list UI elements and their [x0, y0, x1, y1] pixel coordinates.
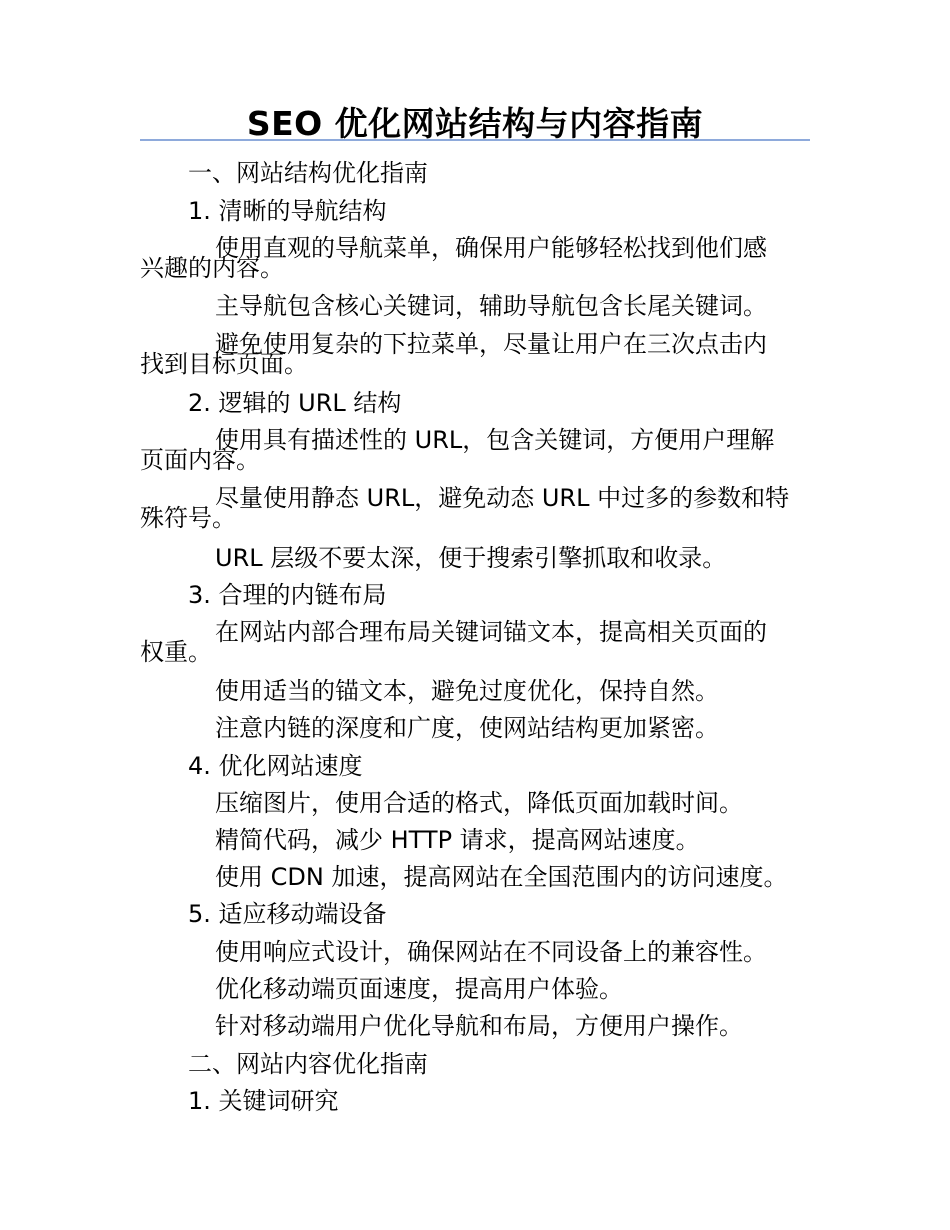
- paragraph-mobile-navigation: 针对移动端用户优化导航和布局，方便用户操作。: [215, 1012, 743, 1040]
- section-heading-structure: 一、网站结构优化指南: [188, 159, 428, 187]
- paragraph-anchor-layout: [140, 618, 810, 666]
- item-heading-navigation: 1. 清晰的导航结构: [188, 197, 387, 225]
- paragraph-line: 使用具有描述性的 URL，包含关键词，方便用户理解: [215, 426, 775, 454]
- paragraph-line: 兴趣的内容。: [140, 254, 284, 282]
- paragraph-navigation-menu: [140, 234, 810, 282]
- paragraph-responsive-design: 使用响应式设计，确保网站在不同设备上的兼容性。: [215, 938, 767, 966]
- item-heading-keyword-research: 1. 关键词研究: [188, 1087, 339, 1115]
- paragraph-line: 尽量使用静态 URL，避免动态 URL 中过多的参数和特: [215, 484, 790, 512]
- paragraph-main-navigation: 主导航包含核心关键词，辅助导航包含长尾关键词。: [215, 292, 767, 320]
- paragraph-line: 在网站内部合理布局关键词锚文本，提高相关页面的: [215, 618, 767, 646]
- paragraph-line: 殊符号。: [140, 504, 236, 532]
- paragraph-line: 权重。: [140, 638, 212, 666]
- paragraph-dropdown-menu: [140, 330, 810, 378]
- paragraph-anchor-text: 使用适当的锚文本，避免过度优化，保持自然。: [215, 677, 719, 705]
- item-heading-internal-links: 3. 合理的内链布局: [188, 581, 387, 609]
- paragraph-line: 页面内容。: [140, 446, 260, 474]
- paragraph-cdn: 使用 CDN 加速，提高网站在全国范围内的访问速度。: [215, 863, 788, 891]
- paragraph-compress-images: 压缩图片，使用合适的格式，降低页面加载时间。: [215, 789, 743, 817]
- item-heading-url-structure: 2. 逻辑的 URL 结构: [188, 389, 402, 417]
- paragraph-descriptive-url: [140, 426, 810, 474]
- paragraph-line: 使用直观的导航菜单，确保用户能够轻松找到他们感: [215, 234, 767, 262]
- paragraph-link-depth: 注意内链的深度和广度，使网站结构更加紧密。: [215, 714, 719, 742]
- section-heading-content: 二、网站内容优化指南: [188, 1050, 428, 1078]
- paragraph-mobile-speed: 优化移动端页面速度，提高用户体验。: [215, 975, 623, 1003]
- item-heading-site-speed: 4. 优化网站速度: [188, 752, 363, 780]
- paragraph-static-url: [140, 484, 810, 532]
- paragraph-url-depth: URL 层级不要太深，便于搜索引擎抓取和收录。: [215, 544, 727, 572]
- paragraph-line: 避免使用复杂的下拉菜单，尽量让用户在三次点击内: [215, 330, 767, 358]
- paragraph-simplify-code: 精简代码，减少 HTTP 请求，提高网站速度。: [215, 826, 700, 854]
- item-heading-mobile: 5. 适应移动端设备: [188, 900, 387, 928]
- page-title: SEO 优化网站结构与内容指南: [246, 104, 704, 143]
- paragraph-line: 找到目标页面。: [140, 350, 308, 378]
- title-underline: [140, 139, 810, 141]
